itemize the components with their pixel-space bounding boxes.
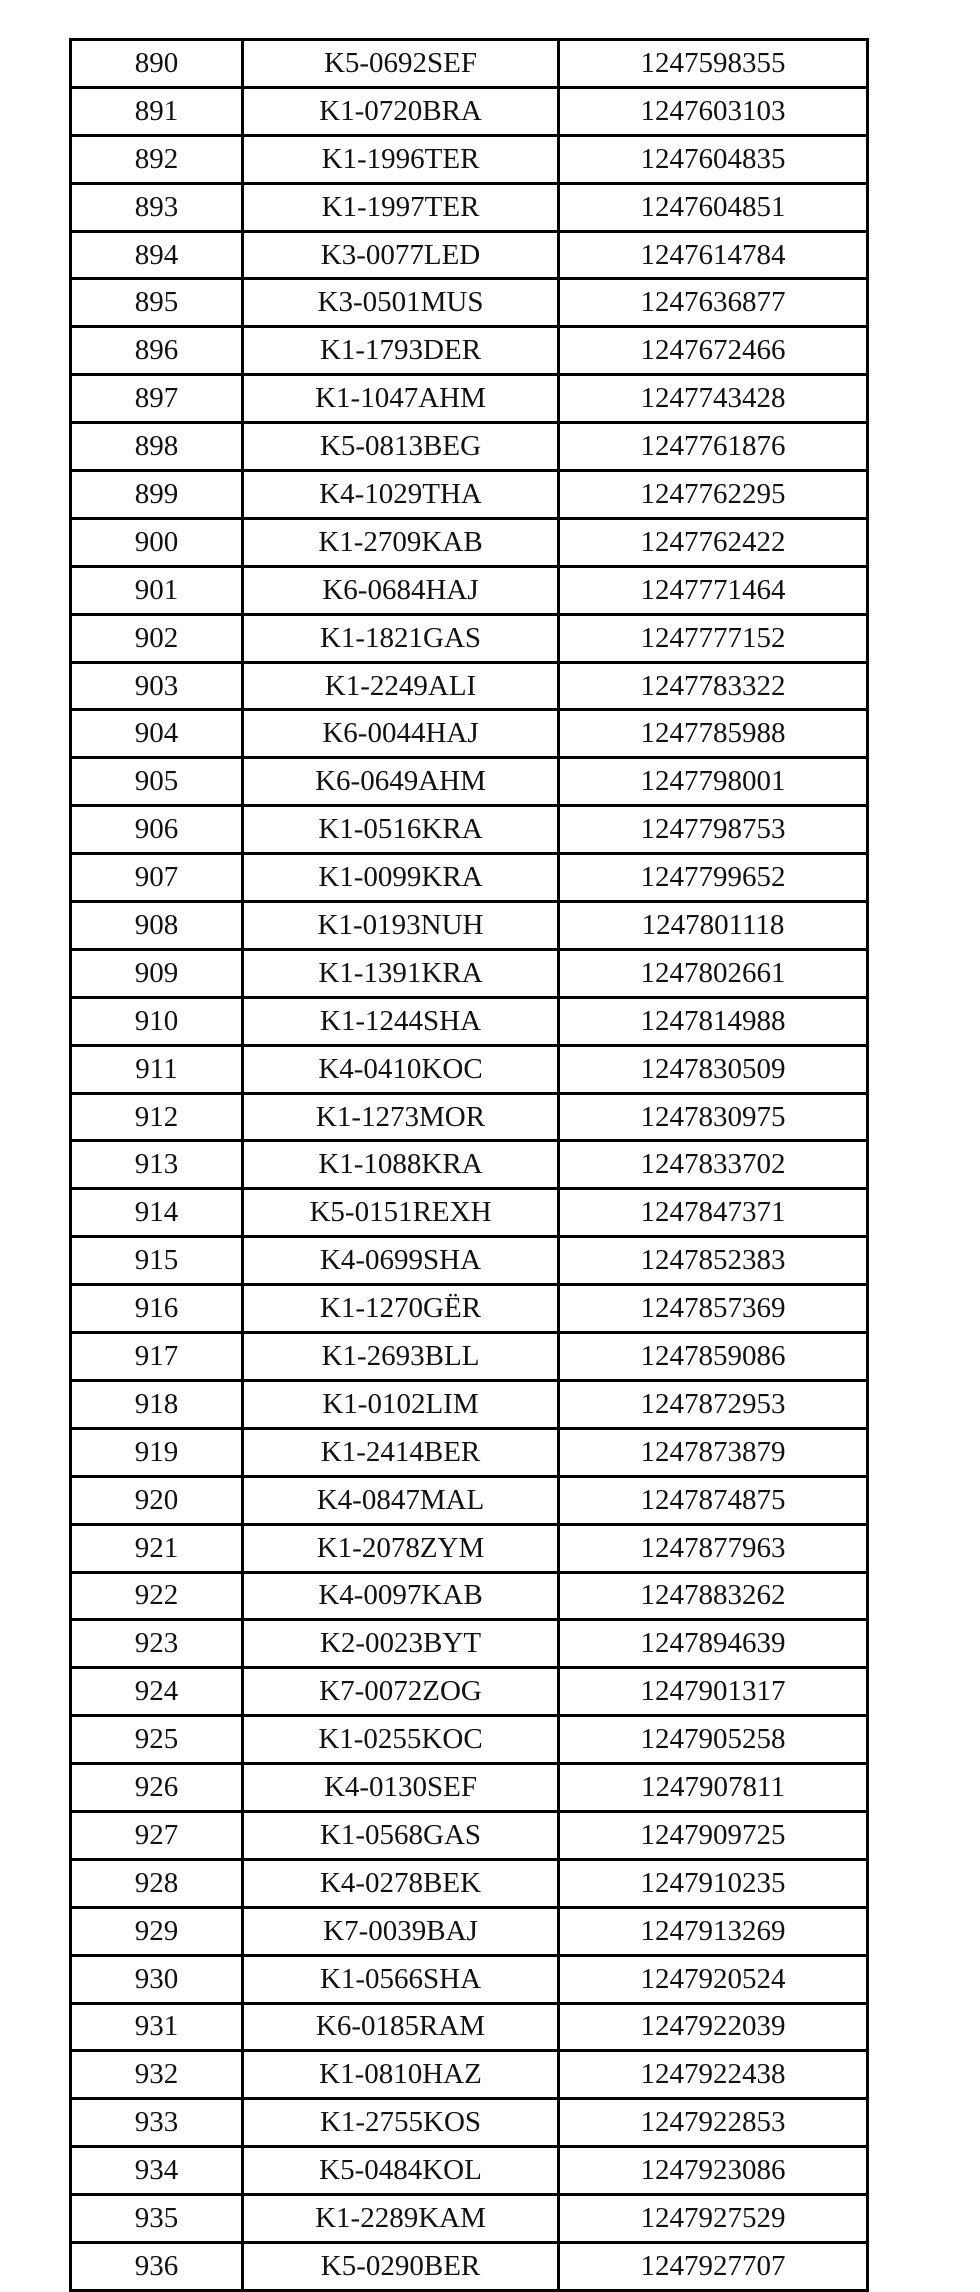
records-table-body [71, 40, 868, 2291]
row-number-cell: 893 [71, 183, 243, 231]
code-cell: K1-1793DER [243, 327, 559, 375]
row-number-cell: 917 [71, 1333, 243, 1381]
id-number-cell: 1247798001 [559, 758, 868, 806]
code-cell: K5-0290BER [243, 2242, 559, 2290]
id-number-cell: 1247852383 [559, 1237, 868, 1285]
table-row [71, 375, 868, 423]
id-number-cell: 1247799652 [559, 854, 868, 902]
table-row [71, 854, 868, 902]
table-row [71, 1428, 868, 1476]
code-cell: K4-0410KOC [243, 1045, 559, 1093]
id-number-cell: 1247802661 [559, 949, 868, 997]
id-number-cell: 1247922039 [559, 2003, 868, 2051]
id-number-cell: 1247771464 [559, 566, 868, 614]
code-cell: K5-0813BEG [243, 423, 559, 471]
id-number-cell: 1247598355 [559, 40, 868, 88]
table-row [71, 2242, 868, 2290]
table-row [71, 327, 868, 375]
code-cell: K7-0039BAJ [243, 1907, 559, 1955]
code-cell: K1-1997TER [243, 183, 559, 231]
id-number-cell: 1247762295 [559, 471, 868, 519]
code-cell: K5-0151REXH [243, 1189, 559, 1237]
row-number-cell: 892 [71, 135, 243, 183]
code-cell: K6-0185RAM [243, 2003, 559, 2051]
table-row [71, 1668, 868, 1716]
id-number-cell: 1247604851 [559, 183, 868, 231]
code-cell: K4-0130SEF [243, 1764, 559, 1812]
row-number-cell: 900 [71, 518, 243, 566]
table-row [71, 1907, 868, 1955]
table-row [71, 518, 868, 566]
code-cell: K1-1996TER [243, 135, 559, 183]
row-number-cell: 909 [71, 949, 243, 997]
code-cell: K3-0077LED [243, 231, 559, 279]
id-number-cell: 1247883262 [559, 1572, 868, 1620]
table-row [71, 2003, 868, 2051]
row-number-cell: 936 [71, 2242, 243, 2290]
records-table [69, 38, 869, 2292]
code-cell: K4-0699SHA [243, 1237, 559, 1285]
code-cell: K1-2709KAB [243, 518, 559, 566]
row-number-cell: 927 [71, 1811, 243, 1859]
row-number-cell: 934 [71, 2147, 243, 2195]
code-cell: K5-0484KOL [243, 2147, 559, 2195]
table-row [71, 1380, 868, 1428]
table-row [71, 2099, 868, 2147]
row-number-cell: 911 [71, 1045, 243, 1093]
id-number-cell: 1247604835 [559, 135, 868, 183]
row-number-cell: 935 [71, 2195, 243, 2243]
row-number-cell: 926 [71, 1764, 243, 1812]
code-cell: K4-0847MAL [243, 1476, 559, 1524]
code-cell: K6-0684HAJ [243, 566, 559, 614]
id-number-cell: 1247743428 [559, 375, 868, 423]
table-row [71, 1955, 868, 2003]
code-cell: K1-0255KOC [243, 1716, 559, 1764]
id-number-cell: 1247847371 [559, 1189, 868, 1237]
table-row [71, 1237, 868, 1285]
code-cell: K1-1088KRA [243, 1141, 559, 1189]
code-cell: K7-0072ZOG [243, 1668, 559, 1716]
row-number-cell: 918 [71, 1380, 243, 1428]
row-number-cell: 906 [71, 806, 243, 854]
table-row [71, 1811, 868, 1859]
id-number-cell: 1247922438 [559, 2051, 868, 2099]
table-row [71, 949, 868, 997]
row-number-cell: 905 [71, 758, 243, 806]
id-number-cell: 1247761876 [559, 423, 868, 471]
row-number-cell: 904 [71, 710, 243, 758]
id-number-cell: 1247909725 [559, 1811, 868, 1859]
table-row [71, 1093, 868, 1141]
id-number-cell: 1247785988 [559, 710, 868, 758]
row-number-cell: 899 [71, 471, 243, 519]
code-cell: K1-1270GËR [243, 1285, 559, 1333]
table-row [71, 1572, 868, 1620]
row-number-cell: 921 [71, 1524, 243, 1572]
code-cell: K1-1273MOR [243, 1093, 559, 1141]
code-cell: K1-1821GAS [243, 614, 559, 662]
id-number-cell: 1247830509 [559, 1045, 868, 1093]
table-row [71, 2051, 868, 2099]
id-number-cell: 1247907811 [559, 1764, 868, 1812]
row-number-cell: 902 [71, 614, 243, 662]
code-cell: K1-0568GAS [243, 1811, 559, 1859]
table-row [71, 614, 868, 662]
code-cell: K6-0044HAJ [243, 710, 559, 758]
code-cell: K4-0097KAB [243, 1572, 559, 1620]
table-row [71, 758, 868, 806]
row-number-cell: 925 [71, 1716, 243, 1764]
table-row [71, 423, 868, 471]
table-row [71, 806, 868, 854]
id-number-cell: 1247913269 [559, 1907, 868, 1955]
code-cell: K4-1029THA [243, 471, 559, 519]
table-row [71, 1189, 868, 1237]
row-number-cell: 913 [71, 1141, 243, 1189]
code-cell: K3-0501MUS [243, 279, 559, 327]
table-row [71, 279, 868, 327]
code-cell: K1-1244SHA [243, 997, 559, 1045]
id-number-cell: 1247901317 [559, 1668, 868, 1716]
code-cell: K1-0099KRA [243, 854, 559, 902]
table-row [71, 135, 868, 183]
table-row [71, 566, 868, 614]
table-row [71, 87, 868, 135]
row-number-cell: 929 [71, 1907, 243, 1955]
table-row [71, 183, 868, 231]
id-number-cell: 1247922853 [559, 2099, 868, 2147]
code-cell: K1-0810HAZ [243, 2051, 559, 2099]
code-cell: K1-1047AHM [243, 375, 559, 423]
id-number-cell: 1247910235 [559, 1859, 868, 1907]
table-row [71, 1716, 868, 1764]
id-number-cell: 1247857369 [559, 1285, 868, 1333]
row-number-cell: 931 [71, 2003, 243, 2051]
table-row [71, 471, 868, 519]
id-number-cell: 1247636877 [559, 279, 868, 327]
code-cell: K1-2249ALI [243, 662, 559, 710]
id-number-cell: 1247603103 [559, 87, 868, 135]
row-number-cell: 896 [71, 327, 243, 375]
id-number-cell: 1247927529 [559, 2195, 868, 2243]
code-cell: K1-2289KAM [243, 2195, 559, 2243]
row-number-cell: 919 [71, 1428, 243, 1476]
id-number-cell: 1247877963 [559, 1524, 868, 1572]
code-cell: K6-0649AHM [243, 758, 559, 806]
id-number-cell: 1247672466 [559, 327, 868, 375]
row-number-cell: 910 [71, 997, 243, 1045]
id-number-cell: 1247905258 [559, 1716, 868, 1764]
id-number-cell: 1247872953 [559, 1380, 868, 1428]
id-number-cell: 1247783322 [559, 662, 868, 710]
id-number-cell: 1247874875 [559, 1476, 868, 1524]
row-number-cell: 933 [71, 2099, 243, 2147]
row-number-cell: 932 [71, 2051, 243, 2099]
row-number-cell: 890 [71, 40, 243, 88]
table-row [71, 2147, 868, 2195]
code-cell: K1-0102LIM [243, 1380, 559, 1428]
row-number-cell: 908 [71, 902, 243, 950]
id-number-cell: 1247894639 [559, 1620, 868, 1668]
table-row [71, 40, 868, 88]
code-cell: K1-2078ZYM [243, 1524, 559, 1572]
row-number-cell: 930 [71, 1955, 243, 2003]
id-number-cell: 1247833702 [559, 1141, 868, 1189]
code-cell: K4-0278BEK [243, 1859, 559, 1907]
code-cell: K1-0720BRA [243, 87, 559, 135]
id-number-cell: 1247777152 [559, 614, 868, 662]
row-number-cell: 920 [71, 1476, 243, 1524]
row-number-cell: 923 [71, 1620, 243, 1668]
row-number-cell: 924 [71, 1668, 243, 1716]
id-number-cell: 1247859086 [559, 1333, 868, 1381]
id-number-cell: 1247873879 [559, 1428, 868, 1476]
code-cell: K1-0516KRA [243, 806, 559, 854]
row-number-cell: 895 [71, 279, 243, 327]
row-number-cell: 891 [71, 87, 243, 135]
code-cell: K5-0692SEF [243, 40, 559, 88]
code-cell: K1-1391KRA [243, 949, 559, 997]
id-number-cell: 1247762422 [559, 518, 868, 566]
table-row [71, 1141, 868, 1189]
table-row [71, 1045, 868, 1093]
row-number-cell: 903 [71, 662, 243, 710]
row-number-cell: 898 [71, 423, 243, 471]
code-cell: K1-0566SHA [243, 1955, 559, 2003]
table-row [71, 231, 868, 279]
row-number-cell: 907 [71, 854, 243, 902]
id-number-cell: 1247830975 [559, 1093, 868, 1141]
table-row [71, 1333, 868, 1381]
table-row [71, 1859, 868, 1907]
id-number-cell: 1247801118 [559, 902, 868, 950]
table-row [71, 1476, 868, 1524]
id-number-cell: 1247923086 [559, 2147, 868, 2195]
code-cell: K1-2755KOS [243, 2099, 559, 2147]
id-number-cell: 1247798753 [559, 806, 868, 854]
row-number-cell: 915 [71, 1237, 243, 1285]
row-number-cell: 894 [71, 231, 243, 279]
table-row [71, 902, 868, 950]
row-number-cell: 897 [71, 375, 243, 423]
table-row [71, 1764, 868, 1812]
table-row [71, 662, 868, 710]
table-row [71, 997, 868, 1045]
table-row [71, 2195, 868, 2243]
row-number-cell: 928 [71, 1859, 243, 1907]
code-cell: K1-2414BER [243, 1428, 559, 1476]
row-number-cell: 912 [71, 1093, 243, 1141]
code-cell: K1-0193NUH [243, 902, 559, 950]
id-number-cell: 1247927707 [559, 2242, 868, 2290]
table-row [71, 1285, 868, 1333]
table-row [71, 710, 868, 758]
id-number-cell: 1247814988 [559, 997, 868, 1045]
id-number-cell: 1247614784 [559, 231, 868, 279]
id-number-cell: 1247920524 [559, 1955, 868, 2003]
row-number-cell: 901 [71, 566, 243, 614]
table-row [71, 1620, 868, 1668]
row-number-cell: 914 [71, 1189, 243, 1237]
row-number-cell: 916 [71, 1285, 243, 1333]
row-number-cell: 922 [71, 1572, 243, 1620]
table-row [71, 1524, 868, 1572]
code-cell: K1-2693BLL [243, 1333, 559, 1381]
code-cell: K2-0023BYT [243, 1620, 559, 1668]
